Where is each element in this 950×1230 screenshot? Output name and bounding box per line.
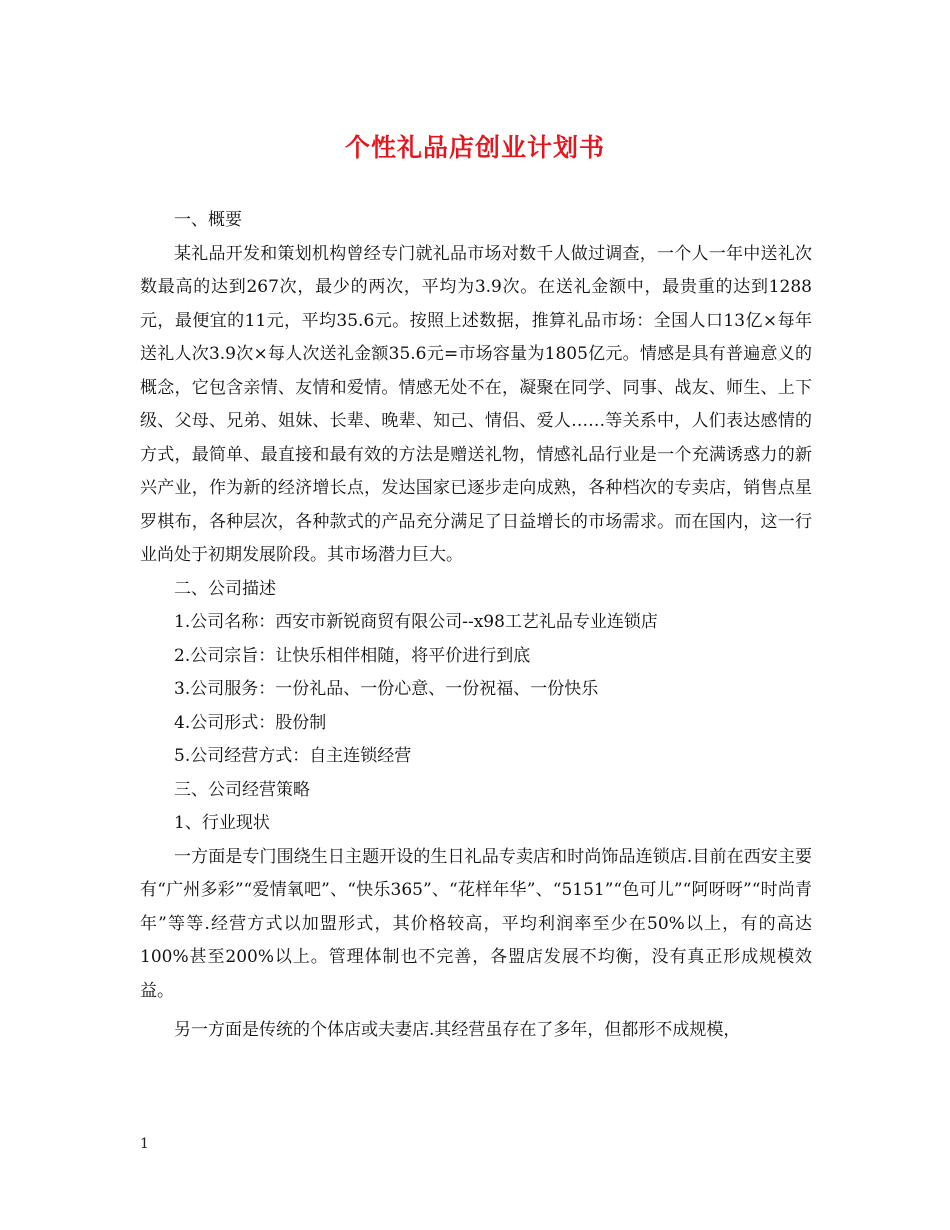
section-heading-overview: 一、概要 bbox=[174, 210, 242, 230]
section-heading-strategy: 三、公司经营策略 bbox=[174, 779, 310, 800]
subheading-industry-status: 1、行业现状 bbox=[174, 813, 270, 833]
section-heading-company: 二、公司描述 bbox=[174, 578, 276, 599]
company-service-item: 3.公司服务：一份礼品、一份心意、一份祝福、一份快乐 bbox=[174, 679, 599, 699]
company-operation-item: 5.公司经营方式：自主连锁经营 bbox=[174, 746, 412, 766]
industry-paragraph-1: 一方面是专门围绕生日主题开设的生日礼品专卖店和时尚饰品连锁店.目前在西安主要有“广州多彩”“爱情氧吧”、“快乐365”、“花样年华”、“5151”“色可儿”“阿呀呀”“时尚青年”等等.经营方式以加盟形式，其价格较高，平均利润率至少在50%以上，有的高达100%甚至200%以上。管理体制也不完善，各盟店发展不均衡，没有真正形成规模效益。 bbox=[140, 846, 812, 1001]
company-form-item: 4.公司形式：股份制 bbox=[174, 712, 327, 733]
industry-paragraph-2: 另一方面是传统的个体店或夫妻店.其经营虽存在了多年，但都形不成规模， bbox=[174, 1020, 741, 1040]
document-title: 个性礼品店创业计划书 bbox=[344, 133, 605, 162]
document-body bbox=[140, 204, 812, 1048]
page-number: 1 bbox=[140, 1136, 149, 1152]
company-purpose-item: 2.公司宗旨：让快乐相伴相随，将平价进行到底 bbox=[174, 645, 531, 666]
overview-paragraph: 某礼品开发和策划机构曾经专门就礼品市场对数千人做过调查，一个人一年中送礼次数最高的达到267次，最少的两次，平均为3.9次。在送礼金额中，最贵重的达到1288元，最便宜的11元，平均35.6元。按照上述数据，推算礼品市场：全国人口13亿×每年送礼人次3.9次×每人次送礼金额35.6元=市场容量为1805亿元。情感是具有普遍意义的概念，它包含亲情、友情和爱情。情感无处不在，凝聚在同学、同事、战友、师生、上下级、父母、兄弟、姐妹、长辈、晚辈、知己、情侣、爱人……等关系中，人们表达感情的方式，最简单、最直接和最有效的方法是赠送礼物，情感礼品行业是一个充满诱惑力的新兴产业，作为新的经济增长点，发达国家已逐步走向成熟，各种档次的专卖店，销售点星罗棋布，各种层次，各种款式的产品充分满足了日益增长的市场需求。而在国内，这一行业尚处于初期发展阶段。其市场潜力巨大。 bbox=[140, 243, 812, 565]
company-name-item: 1.公司名称：西安市新锐商贸有限公司--x98工艺礼品专业连锁店 bbox=[174, 612, 658, 632]
